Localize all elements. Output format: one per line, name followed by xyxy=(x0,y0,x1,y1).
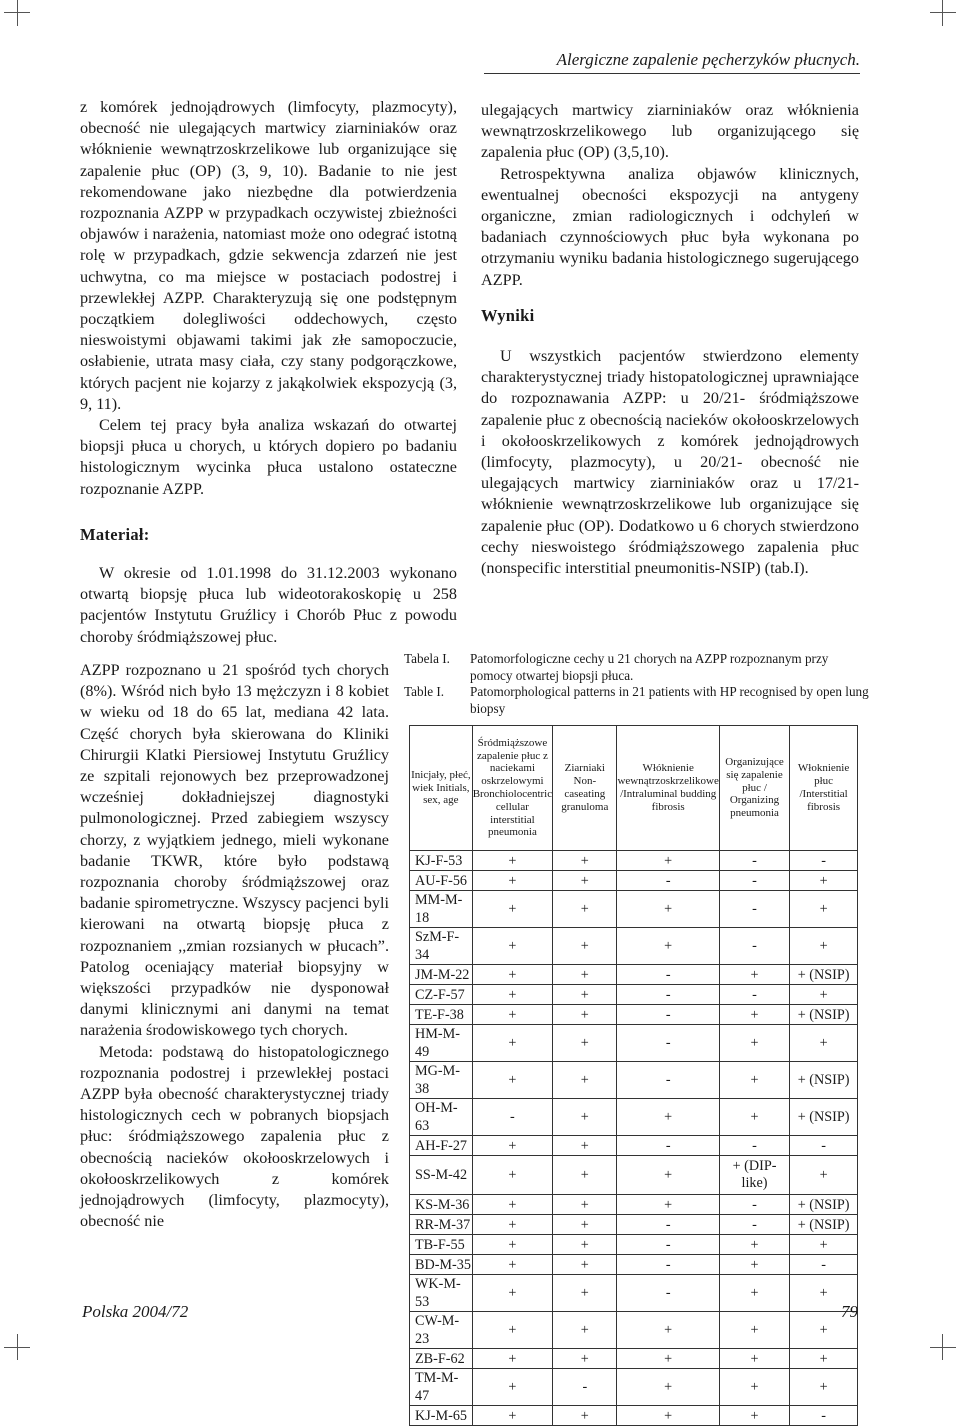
table-cell: + (NSIP) xyxy=(790,1215,858,1235)
table-cell: + xyxy=(553,1099,617,1136)
table-cell: - xyxy=(790,1255,858,1275)
table-cell: + (NSIP) xyxy=(790,1062,858,1099)
table-cell: + xyxy=(553,1312,617,1349)
patient-initials: MM-M-18 xyxy=(410,891,473,928)
patient-initials: WK-M-53 xyxy=(410,1275,473,1312)
table-cell: + xyxy=(790,928,858,965)
heading-material: Materiał: xyxy=(80,524,150,544)
left-paragraph-4: Metoda: podstawą do histopatologicznego rozpoznania podostrej i przewlekłej postaci AZPP była obecność charakterystycznej triady histologicznych cech w pobranych biopsjach płuc: śródmiąższowego zapalenia płuc z obecnością nacieków okołooskrzelowych i okołooskrzelikowych z komórek jednojądrowych (limfocyty, plazmocyty), obecność nie xyxy=(80,1042,389,1231)
table-row xyxy=(410,1255,858,1275)
table-cell: + xyxy=(472,1062,552,1099)
table-cell: + xyxy=(719,965,789,985)
table-cell: + xyxy=(719,1025,789,1062)
table-cell: - xyxy=(719,928,789,965)
table-cell: + xyxy=(472,965,552,985)
table-cell: - xyxy=(617,1136,719,1156)
table-cell: + xyxy=(553,851,617,871)
table-cell: + xyxy=(719,1369,789,1406)
right-column xyxy=(481,100,859,579)
table-cell: + (NSIP) xyxy=(790,1005,858,1025)
table-cell: + xyxy=(617,1312,719,1349)
table-cell: - xyxy=(617,965,719,985)
header-initials: Inicjały, płeć, wiek Initials, sex, age xyxy=(410,726,473,851)
patient-initials: AU-F-56 xyxy=(410,871,473,891)
table-cell: + xyxy=(472,985,552,1005)
table-cell: + xyxy=(472,928,552,965)
table-row xyxy=(410,1156,858,1195)
table-cell: + xyxy=(719,1255,789,1275)
table-cell: + xyxy=(617,1406,719,1426)
page-number: 79 xyxy=(841,1302,858,1321)
running-title: Alergiczne zapalenie pęcherzyków płucnych. xyxy=(556,50,860,69)
caption-text-pl: Patomorfologiczne cechy u 21 chorych na AZPP rozpoznanym przy pomocy otwartej biopsji płuca. xyxy=(470,651,829,683)
table-cell: - xyxy=(617,1005,719,1025)
table-cell: + (NSIP) xyxy=(790,965,858,985)
table-cell: - xyxy=(617,1235,719,1255)
table-row xyxy=(410,1136,858,1156)
table-cell: + xyxy=(790,1312,858,1349)
table-cell: + xyxy=(472,1136,552,1156)
table-cell: + xyxy=(472,871,552,891)
right-paragraph-3: U wszystkich pacjentów stwierdzono elementy charakterystycznej triady histopatologicznej uprawniające do rozpoznawania AZPP: u 20/21- śródmiąższowe zapalenie płuc z obecnością nacieków okołooskrzelowych i okołooskrzelikowych z komórek jednojądrowych (limfocyty, plazmocyty), u 20/21- obecność nie ulegających martwicy ziarniniaków oraz u 17/21- włóknienie wewnątrzoskrzelikowe lub organizujące się zapalenie płuc (OP). Dodatkowo u 6 chorych stwierdzono cechy nieswoistego śródmiąższowego zapalenia płuc (nonspecific interstitial pneumonitis-NSIP) (tab.I). xyxy=(481,347,859,578)
table-cell: + xyxy=(553,1349,617,1369)
header-rule xyxy=(484,73,860,74)
table-cell: + xyxy=(553,871,617,891)
table-cell: - xyxy=(617,1062,719,1099)
patient-initials: KJ-M-65 xyxy=(410,1406,473,1426)
table-row xyxy=(410,851,858,871)
caption-label-pl: Tabela I. xyxy=(404,651,450,666)
table-cell: + xyxy=(472,1255,552,1275)
crop-mark xyxy=(942,1334,943,1360)
table-cell: + xyxy=(472,1312,552,1349)
table-cell: + xyxy=(790,1025,858,1062)
table-cell: + xyxy=(719,1062,789,1099)
left-column xyxy=(80,97,457,648)
table-cell: + xyxy=(472,1005,552,1025)
table-cell: + xyxy=(553,1156,617,1195)
patient-initials: JM-M-22 xyxy=(410,965,473,985)
table-cell: + xyxy=(617,1349,719,1369)
table-row xyxy=(410,985,858,1005)
table-cell: + xyxy=(472,1215,552,1235)
table-row xyxy=(410,1369,858,1406)
table-cell: + xyxy=(790,1235,858,1255)
table-cell: - xyxy=(617,871,719,891)
table-cell: - xyxy=(719,871,789,891)
table-cell: - xyxy=(719,891,789,928)
table-cell: + xyxy=(472,1349,552,1369)
header-granuloma: Ziarniaki Non-caseating granuloma xyxy=(553,726,617,851)
table-row xyxy=(410,871,858,891)
journal-name: Polska 2004/72 xyxy=(82,1302,189,1321)
table-cell: + xyxy=(553,928,617,965)
patient-initials: SS-M-42 xyxy=(410,1156,473,1195)
table-cell: + (NSIP) xyxy=(790,1195,858,1215)
table-cell: - xyxy=(790,1406,858,1426)
table-cell: - xyxy=(472,1099,552,1136)
table-cell: - xyxy=(719,1215,789,1235)
heading-wyniki: Wyniki xyxy=(481,305,535,325)
left-column-narrow xyxy=(80,660,389,1232)
table-cell: + xyxy=(472,1156,552,1195)
table-row xyxy=(410,1215,858,1235)
table-cell: + xyxy=(553,1005,617,1025)
right-paragraph-2: Retrospektywna analiza objawów klinicznych, ewentualnej obecności ekspozycji na antygeny organiczne, zmian radiologicznych i odchyleń w badaniach czynnościowych płuc była wykonana po otrzymaniu wyniku badania histologicznego sugerującego AZPP. xyxy=(481,164,859,289)
table-cell: - xyxy=(617,1025,719,1062)
table-cell: + (NSIP) xyxy=(790,1099,858,1136)
table-cell: + xyxy=(553,965,617,985)
table-caption-pl xyxy=(404,651,864,685)
table-cell: + (DIP-like) xyxy=(719,1156,789,1195)
table-cell: + xyxy=(719,1275,789,1312)
table-cell: - xyxy=(790,1136,858,1156)
table-cell: + xyxy=(617,891,719,928)
table-cell: - xyxy=(719,1195,789,1215)
table-row xyxy=(410,1005,858,1025)
table-cell: + xyxy=(553,1062,617,1099)
table-row xyxy=(410,1195,858,1215)
table-cell: + xyxy=(553,1195,617,1215)
table-cell: + xyxy=(472,1275,552,1312)
table-cell: + xyxy=(719,1005,789,1025)
table-row xyxy=(410,1062,858,1099)
header-interstitial-fibrosis: Włoknienie płuc /Interstitial fibrosis xyxy=(790,726,858,851)
table-cell: + xyxy=(472,1369,552,1406)
table-cell: + xyxy=(472,1235,552,1255)
pathology-table xyxy=(409,725,858,1426)
table-row xyxy=(410,1406,858,1426)
table-cell: + xyxy=(617,1156,719,1195)
crop-mark xyxy=(17,1334,18,1360)
table-cell: + xyxy=(472,1025,552,1062)
table-cell: - xyxy=(553,1369,617,1406)
patient-initials: KJ-F-53 xyxy=(410,851,473,871)
table-cell: - xyxy=(617,1255,719,1275)
table-header-row xyxy=(410,726,858,851)
caption-label-en: Table I. xyxy=(404,684,445,699)
table-cell: + xyxy=(617,1369,719,1406)
table-cell: + xyxy=(719,1099,789,1136)
patient-initials: KS-M-36 xyxy=(410,1195,473,1215)
table-cell: + xyxy=(553,985,617,1005)
table-row xyxy=(410,1099,858,1136)
table-cell: - xyxy=(719,851,789,871)
table-cell: + xyxy=(553,1215,617,1235)
table-row xyxy=(410,891,858,928)
patient-initials: ZB-F-62 xyxy=(410,1349,473,1369)
patient-initials: TB-F-55 xyxy=(410,1235,473,1255)
header-interstitial-pneumonia: Śródmiąższowe zapalenie płuc z naciekami oskrzelowymi Bronchiolocentric cellular interstitial pneumonia xyxy=(472,726,552,851)
table-cell: + xyxy=(790,871,858,891)
table-cell: + xyxy=(719,1312,789,1349)
left-paragraph-3: W okresie od 1.01.1998 do 31.12.2003 wykonano otwartą biopsję płuca lub wideotorakoskopię u 258 pacjentów Instytutu Gruźlicy i Chorób Płuc z powodu choroby śródmiąższowej płuc. xyxy=(80,564,457,646)
table-cell: + xyxy=(553,1275,617,1312)
table-cell: - xyxy=(719,985,789,1005)
table-cell: + xyxy=(719,1235,789,1255)
patient-initials: SzM-F-34 xyxy=(410,928,473,965)
table-cell: + xyxy=(790,985,858,1005)
patient-initials: CZ-F-57 xyxy=(410,985,473,1005)
table-cell: + xyxy=(553,891,617,928)
crop-mark xyxy=(930,12,956,13)
table-cell: + xyxy=(472,1195,552,1215)
patient-initials: TM-M-47 xyxy=(410,1369,473,1406)
table-cell: + xyxy=(553,1136,617,1156)
table-cell: + xyxy=(790,891,858,928)
table-row xyxy=(410,1312,858,1349)
table-cell: + xyxy=(553,1025,617,1062)
table-cell: - xyxy=(617,985,719,1005)
table-caption-en xyxy=(404,684,869,718)
table-cell: - xyxy=(617,1275,719,1312)
table-cell: + xyxy=(472,851,552,871)
table-cell: + xyxy=(790,1275,858,1312)
table-cell: + xyxy=(472,891,552,928)
patient-initials: CW-M-23 xyxy=(410,1312,473,1349)
table-cell: + xyxy=(617,851,719,871)
header-budding-fibrosis: Włóknienie wewnątrzoskrzelikowe /Intraluminal budding fibrosis xyxy=(617,726,719,851)
table-row xyxy=(410,1349,858,1369)
table-row xyxy=(410,965,858,985)
crop-mark xyxy=(17,0,18,26)
table-cell: + xyxy=(553,1255,617,1275)
table-cell: + xyxy=(719,1406,789,1426)
patient-initials: AH-F-27 xyxy=(410,1136,473,1156)
patient-initials: HM-M-49 xyxy=(410,1025,473,1062)
patient-initials: TE-F-38 xyxy=(410,1005,473,1025)
left-paragraph-1: z komórek jednojądrowych (limfocyty, plazmocyty), obecność nie ulegających martwicy ziarniniaków oraz włóknienie wewnątrzoskrzelikowe lub organizujące się zapalenie płuc (OP) (3, 9, 10). Badanie to nie jest rekomendowane jako niezbędne dla potwierdzenia rozpoznania AZPP w przypadkach oczywistej zbieżności objawów i narażenia, natomiast może ono odegrać istotną rolę w przypadkach, gdzie sekwencja zdarzeń nie jest uchwytna, co ma miejsce w postaciach podostrej i przewlekłej AZPP. Charakteryzują się one podstępnym początkiem dolegliwości oddechowych, często nieswoistymi objawami takimi jak złe samopoczucie, osłabienie, utrata masy ciała, czy stany podgorączkowe, których pacjent nie kojarzy z jakąkolwiek ekspozycją (3, 9, 11). xyxy=(80,98,457,413)
table-cell: + xyxy=(719,1349,789,1369)
table-cell: + xyxy=(617,1195,719,1215)
table-cell: + xyxy=(553,1235,617,1255)
left-paragraph-3-cont: AZPP rozpoznano u 21 spośród tych chorych (8%). Wśród nich było 13 mężczyzn i 8 kobiet w wieku od 18 do 65 lat, mediana 42 lata. Część chorych była skierowana do Kliniki Chirurgii Klatki Piersiowej Instytutu Gruźlicy ze szpitali rejonowych bez przeprowadzonej wcześniej dokładniejszej diagnostyki pulmonologicznej. Przed zabiegiem wszyscy chorzy, z wyjątkiem jednego, mieli wykonane badanie TKWR, które było podstawą rozpoznania choroby śródmiąższowej oraz badanie spirometryczne. Wszyscy pacjenci byli kierowani na otwartą biopsję płuca z rozpoznaniem ,,zmian rozsianych w płucach”. Patolog oceniający materiał biopsyjny w większości przypadków nie dysponował danymi klinicznymi ani danymi na temat narażenia środowiskowego tych chorych. xyxy=(80,661,389,1040)
patient-initials: MG-M-38 xyxy=(410,1062,473,1099)
table-row xyxy=(410,1235,858,1255)
table-cell: + xyxy=(553,1406,617,1426)
table-row xyxy=(410,1025,858,1062)
table-cell: + xyxy=(790,1156,858,1195)
header-organizing-pneumonia: Organizujące się zapalenie płuc / Organizing pneumonia xyxy=(719,726,789,851)
right-paragraph-1: ulegających martwicy ziarniniaków oraz włóknienia wewnątrzoskrzelikowego lub organizującego się zapalenia płuc (OP) (3,5,10). xyxy=(481,101,859,162)
patient-initials: RR-M-37 xyxy=(410,1215,473,1235)
table-cell: + xyxy=(790,1369,858,1406)
patient-initials: BD-M-35 xyxy=(410,1255,473,1275)
table-cell: - xyxy=(617,1215,719,1235)
table-row xyxy=(410,928,858,965)
table-cell: - xyxy=(790,851,858,871)
caption-text-en: Patomorphological patterns in 21 patients with HP recognised by open lung biopsy xyxy=(470,684,869,716)
table-cell: + xyxy=(617,1099,719,1136)
crop-mark xyxy=(930,1347,956,1348)
patient-initials: OH-M-63 xyxy=(410,1099,473,1136)
table-cell: - xyxy=(719,1136,789,1156)
left-paragraph-2: Celem tej pracy była analiza wskazań do otwartej biopsji płuca u chorych, u których dopiero po badaniu histologicznym wycinka płuca ustalono ostateczne rozpoznanie AZPP. xyxy=(80,416,457,498)
table-row xyxy=(410,1275,858,1312)
table-cell: + xyxy=(790,1349,858,1369)
table-cell: + xyxy=(472,1406,552,1426)
table-cell: + xyxy=(617,928,719,965)
crop-mark xyxy=(942,0,943,26)
